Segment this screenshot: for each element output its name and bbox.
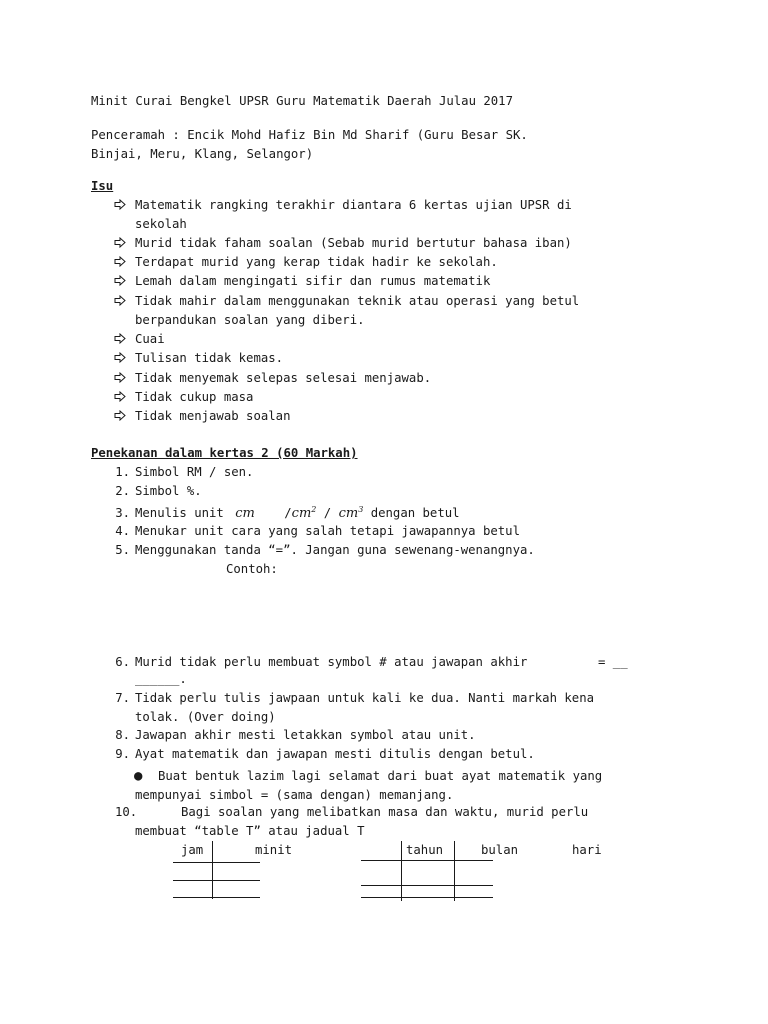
issue-item: Tidak menyemak selepas selesai menjawab. — [135, 371, 432, 385]
table-rule — [361, 897, 493, 898]
emphasis-item-continuation: tolak. (Over doing) — [135, 710, 276, 724]
item-number: 1. — [115, 465, 130, 479]
issue-item: Tidak mahir dalam menggunakan teknik atau operasi yang betul — [135, 294, 580, 308]
emphasis-item: Murid tidak perlu membuat symbol # atau jawapan akhir — [135, 655, 528, 669]
issue-item: Cuai — [135, 332, 165, 346]
arrow-bullet-icon — [114, 407, 130, 426]
table-divider — [401, 841, 402, 901]
speaker-line-1: Penceramah : Encik Mohd Hafiz Bin Md Sharif (Guru Besar SK. — [91, 128, 528, 142]
issue-item: Murid tidak faham soalan (Sebab murid bertutur bahasa iban) — [135, 236, 572, 250]
example-label: Contoh: — [226, 562, 278, 576]
arrow-bullet-icon — [114, 234, 130, 253]
table-divider — [454, 841, 455, 901]
emphasis-item: Tidak perlu tulis jawpaan untuk kali ke dua. Nanti markah kena — [135, 691, 595, 705]
unit-cm3: $cm^3$ — [338, 505, 364, 521]
issue-item: Tidak menjawab soalan — [135, 409, 291, 423]
emphasis-item: Bagi soalan yang melibatkan masa dan waktu, murid perlu — [181, 805, 589, 819]
item-number: 5. — [115, 543, 130, 557]
issues-heading: Isu — [91, 179, 114, 193]
document-title: Minit Curai Bengkel UPSR Guru Matematik Daerah Julau 2017 — [91, 94, 513, 108]
table-rule — [361, 860, 493, 861]
table-header-tahun: tahun — [406, 843, 444, 857]
item-number: 4. — [115, 524, 130, 538]
emphasis-item: Menukar unit cara yang salah tetapi jawapannya betul — [135, 524, 520, 538]
issue-item: Tidak cukup masa — [135, 390, 254, 404]
table-header-jam: jam — [181, 843, 204, 857]
issue-item: Terdapat murid yang kerap tidak hadir ke sekolah. — [135, 255, 498, 269]
issue-item: Matematik rangking terakhir diantara 6 kertas ujian UPSR di — [135, 198, 572, 212]
table-rule — [361, 885, 493, 886]
bullet-dot-icon: ● — [134, 768, 143, 784]
item-number: 8. — [115, 728, 130, 742]
arrow-bullet-icon — [114, 369, 130, 388]
emphasis-item: Simbol RM / sen. — [135, 465, 254, 479]
arrow-bullet-icon — [114, 196, 130, 215]
table-divider — [212, 841, 213, 899]
answer-blank: = __ — [598, 655, 628, 669]
table-header-minit: minit — [255, 843, 293, 857]
arrow-bullet-icon — [114, 272, 130, 291]
emphasis-heading: Penekanan dalam kertas 2 (60 Markah) — [91, 446, 358, 460]
unit-cm2: $cm^2$ — [291, 505, 317, 521]
item-number: 3. — [115, 506, 130, 520]
emphasis-item — [135, 504, 460, 523]
item-number: 6. — [115, 655, 130, 669]
issue-item: Tulisan tidak kemas. — [135, 351, 284, 365]
unit-separator: / — [284, 506, 292, 520]
arrow-bullet-icon — [114, 330, 130, 349]
emphasis-item: Ayat matematik dan jawapan mesti ditulis dengan betul. — [135, 747, 535, 761]
item-number: 9. — [115, 747, 130, 761]
item-number: 10. — [115, 805, 138, 819]
issue-item: Lemah dalam mengingati sifir dan rumus matematik — [135, 274, 491, 288]
issue-item-continuation: sekolah — [135, 217, 187, 231]
speaker-line-2: Binjai, Meru, Klang, Selangor) — [91, 147, 314, 161]
arrow-bullet-icon — [114, 292, 130, 311]
emphasis-item-text: Menulis unit — [135, 506, 224, 520]
sub-bullet-item: Buat bentuk lazim lagi selamat dari buat ayat matematik yang — [158, 769, 603, 783]
table-rule — [173, 880, 260, 881]
arrow-bullet-icon — [114, 253, 130, 272]
table-rule — [173, 862, 260, 863]
emphasis-item-text: dengan betul — [370, 506, 460, 520]
emphasis-item-continuation: membuat “table T” atau jadual T — [135, 824, 365, 838]
table-header-hari: hari — [572, 843, 602, 857]
emphasis-item: Simbol %. — [135, 484, 202, 498]
table-header-bulan: bulan — [481, 843, 519, 857]
emphasis-item: Jawapan akhir mesti letakkan symbol atau unit. — [135, 728, 476, 742]
item-number: 2. — [115, 484, 130, 498]
item-number: 7. — [115, 691, 130, 705]
answer-blank-continuation: ______. — [135, 672, 187, 686]
sub-bullet-continuation: mempunyai simbol = (sama dengan) memanjang. — [135, 788, 454, 802]
emphasis-item: Menggunakan tanda “=”. Jangan guna sewenang-wenangnya. — [135, 543, 535, 557]
unit-cm: cm — [235, 506, 255, 521]
unit-separator: / — [323, 506, 332, 520]
table-rule — [173, 897, 260, 898]
issue-item-continuation: berpandukan soalan yang diberi. — [135, 313, 365, 327]
arrow-bullet-icon — [114, 349, 130, 368]
arrow-bullet-icon — [114, 388, 130, 407]
